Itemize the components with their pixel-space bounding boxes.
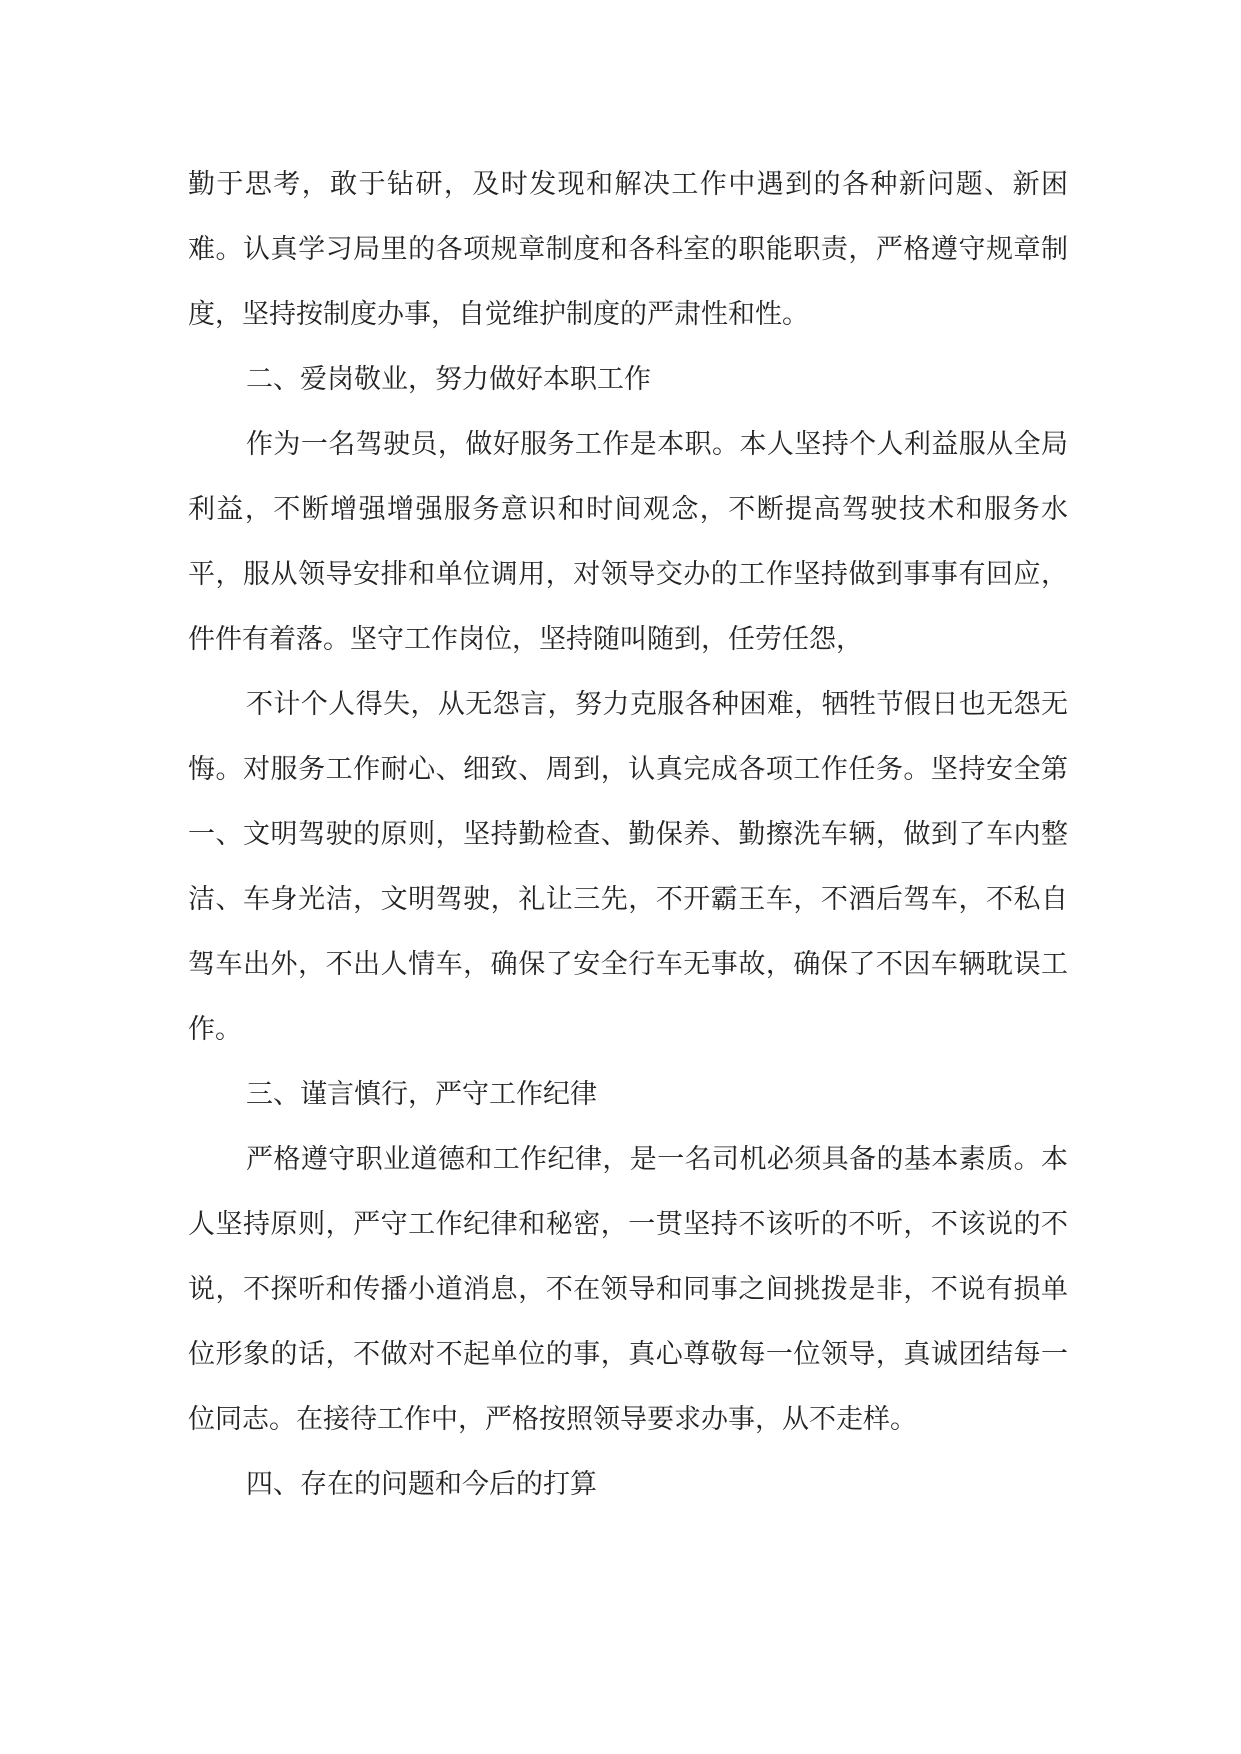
body-paragraph: 不计个人得失，从无怨言，努力克服各种困难，牺牲节假日也无怨无悔。对服务工作耐心、细致、周到，认真完成各项工作任务。坚持安全第一、文明驾驶的原则，坚持勤检查、勤保养、勤擦洗车辆，做到了车内整洁、车身光洁，文明驾驶，礼让三先，不开霸王车，不酒后驾车，不私自驾车出外，不出人情车，确保了安全行车无事故，确保了不因车辆耽误工作。	[188, 689, 1068, 1045]
body-paragraph: 严格遵守职业道德和工作纪律，是一名司机必须具备的基本素质。本人坚持原则，严守工作纪律和秘密，一贯坚持不该听的不听，不该说的不说，不探听和传播小道消息，不在领导和同事之间挑拨是非，不说有损单位形象的话，不做对不起单位的事，真心尊敬每一位领导，真诚团结每一位同志。在接待工作中，严格按照领导要求办事，从不走样。	[188, 1144, 1068, 1435]
document-body	[188, 152, 1068, 1517]
section-heading-4: 四、存在的问题和今后的打算	[246, 1469, 597, 1500]
body-paragraph: 作为一名驾驶员，做好服务工作是本职。本人坚持个人利益服从全局利益，不断增强增强服务意识和时间观念，不断提高驾驶技术和服务水平，服从领导安排和单位调用，对领导交办的工作坚持做到事事有回应，件件有着落。坚守工作岗位，坚持随叫随到，任劳任怨，	[188, 429, 1068, 655]
section-heading-2: 二、爱岗敬业，努力做好本职工作	[246, 364, 651, 395]
body-paragraph: 勤于思考，敢于钻研，及时发现和解决工作中遇到的各种新问题、新困难。认真学习局里的各项规章制度和各科室的职能职责，严格遵守规章制度，坚持按制度办事，自觉维护制度的严肃性和性。	[188, 169, 1068, 330]
section-heading-3: 三、谨言慎行，严守工作纪律	[246, 1079, 597, 1110]
